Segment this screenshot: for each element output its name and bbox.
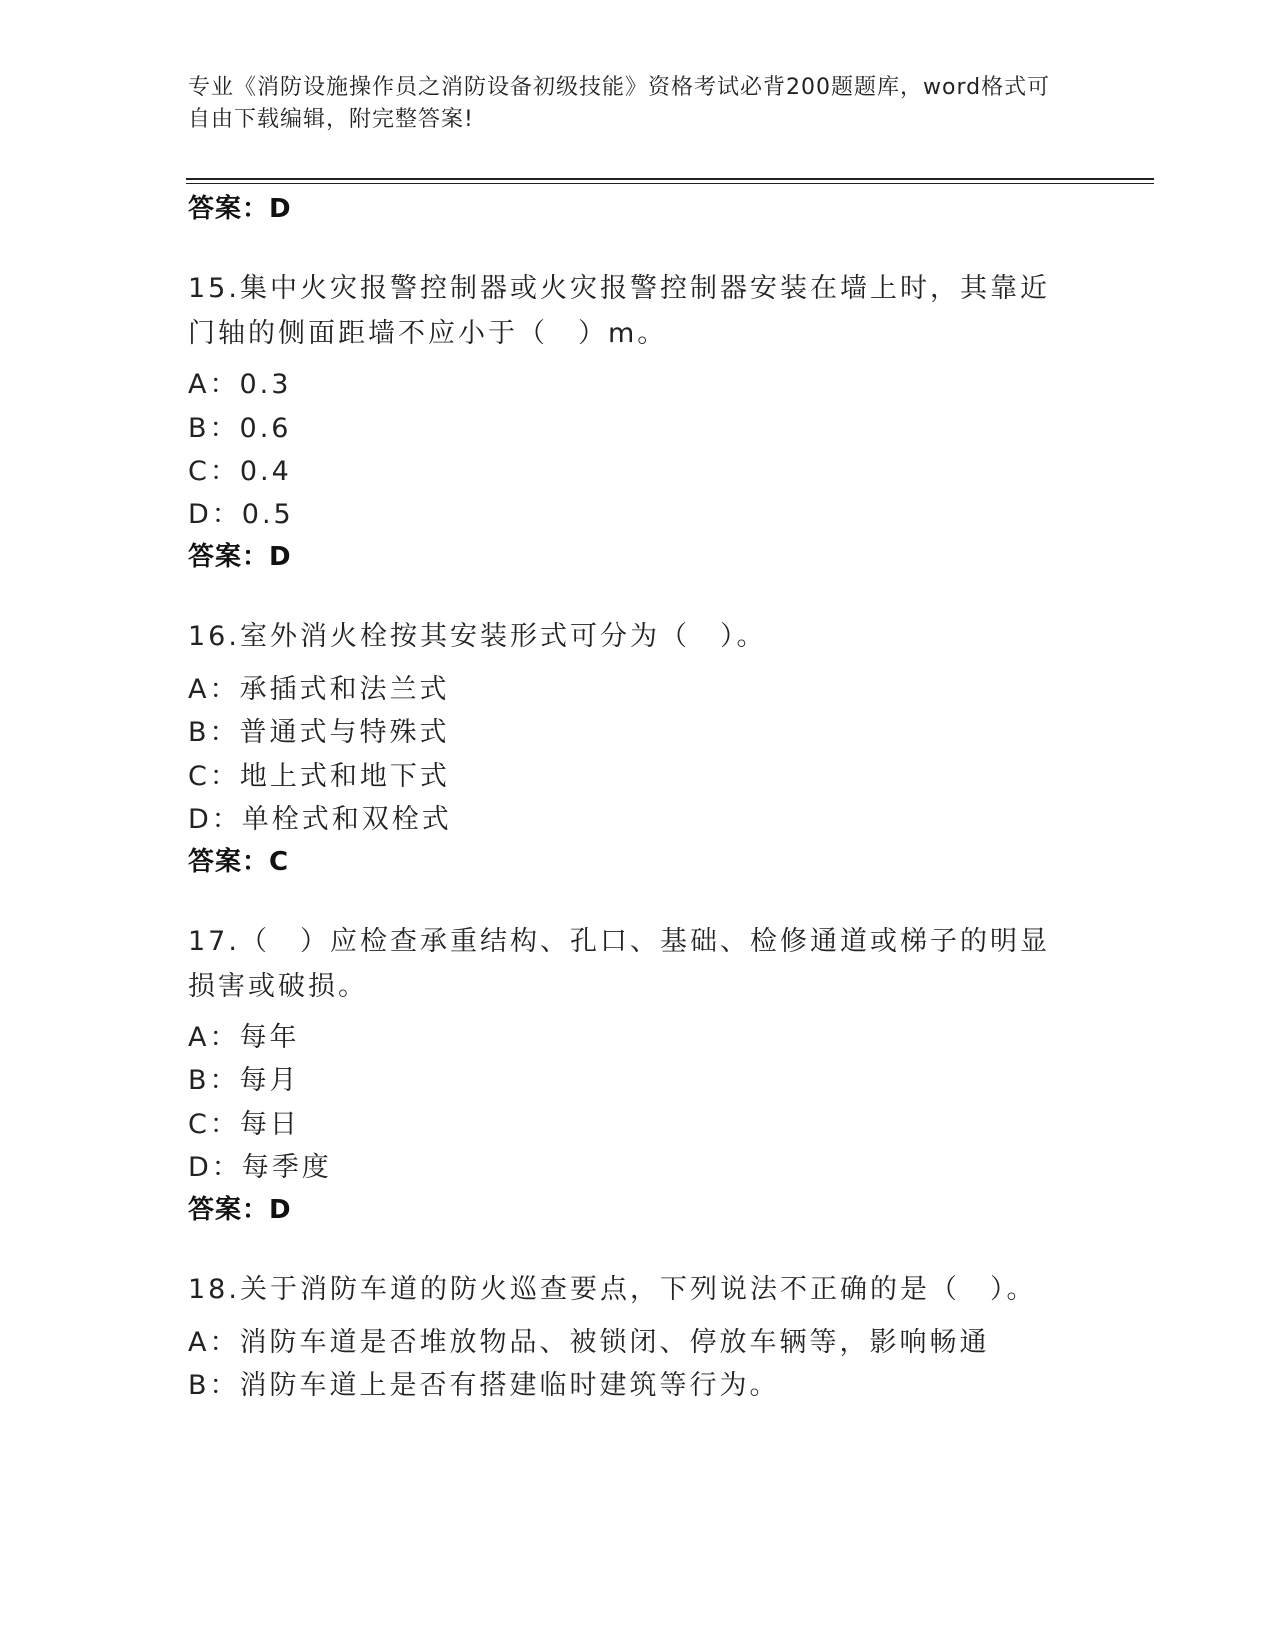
- question-17-option-a: A：每年: [188, 1022, 300, 1053]
- question-18-option-b: B：消防车道上是否有搭建临时建筑等行为。: [188, 1370, 780, 1401]
- question-15-stem: 15.集中火灾报警控制器或火灾报警控制器安装在墙上时，其靠近门轴的侧面距墙不应小于（ ）m。: [188, 273, 1050, 349]
- question-16-stem: 16.室外消火栓按其安装形式可分为（ ）。: [188, 621, 767, 652]
- question-16-option-b: B：普通式与特殊式: [188, 717, 450, 748]
- question-16-option-a: A：承插式和法兰式: [188, 674, 450, 705]
- previous-answer: 答案：D: [188, 194, 292, 224]
- question-18-option-a: A：消防车道是否堆放物品、被锁闭、停放车辆等，影响畅通: [188, 1327, 990, 1358]
- header-rule-thin: [186, 183, 1154, 184]
- question-18-stem: 18.关于消防车道的防火巡查要点，下列说法不正确的是（ ）。: [188, 1274, 1037, 1305]
- question-17-option-d: D：每季度: [188, 1152, 332, 1183]
- question-15-option-a: A：0.3: [188, 369, 292, 400]
- question-15-option-c: C：0.4: [188, 456, 292, 487]
- question-17-option-c: C：每日: [188, 1109, 300, 1140]
- question-16-answer: 答案：C: [188, 847, 290, 877]
- page-header: 专业《消防设施操作员之消防设备初级技能》资格考试必背200题题库，word格式可自由下载编辑，附完整答案!: [188, 75, 1051, 132]
- question-15-option-d: D：0.5: [188, 499, 294, 530]
- question-15-option-b: B：0.6: [188, 413, 292, 444]
- question-16-option-d: D：单栓式和双栓式: [188, 804, 452, 835]
- header-rule: [186, 178, 1154, 180]
- question-15-answer: 答案：D: [188, 542, 292, 572]
- question-17-option-b: B：每月: [188, 1065, 300, 1096]
- question-17-stem: 17.（ ）应检查承重结构、孔口、基础、检修通道或梯子的明显损害或破损。: [188, 926, 1050, 1002]
- question-16-option-c: C：地上式和地下式: [188, 761, 450, 792]
- question-17-answer: 答案：D: [188, 1195, 292, 1225]
